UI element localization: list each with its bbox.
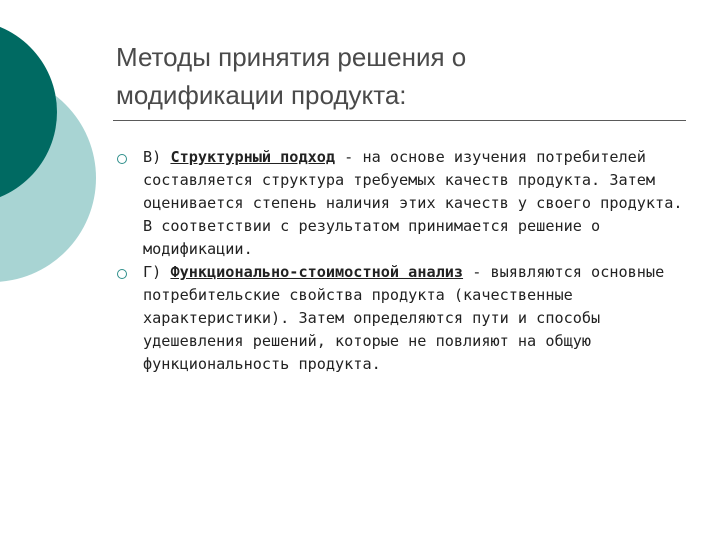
bullet-prefix: Г) — [143, 263, 171, 281]
bullet-prefix: В) — [143, 148, 171, 166]
bullet-text: - выявляются основные потребительские свойства продукта (качественные характеристики). Затем определяются пути и способы удешевления решений, которые не повлияют на общую функциональность продукта. — [143, 263, 665, 373]
title-line-2: модификации продукта: — [116, 80, 407, 110]
bullet-list — [113, 146, 683, 376]
bullet-item-functional-cost — [113, 261, 683, 376]
slide-title — [116, 38, 696, 114]
bullet-circle-icon — [117, 269, 127, 279]
bullet-circle-icon — [117, 154, 127, 164]
bullet-term: Структурный подход — [170, 148, 336, 166]
bullet-term: Функционально-стоимостной анализ — [170, 263, 464, 281]
bullet-item-structural — [113, 146, 683, 261]
title-divider — [113, 120, 686, 121]
title-line-1: Методы принятия решения о — [116, 42, 467, 72]
bullet-text: - на основе изучения потребителей составляется структура требуемых качеств продукта. Затем оценивается степень наличия этих качеств у своего продукта. В соответствии с результатом принимается решение о модификации. — [143, 148, 683, 258]
decorative-circles — [0, 0, 120, 300]
